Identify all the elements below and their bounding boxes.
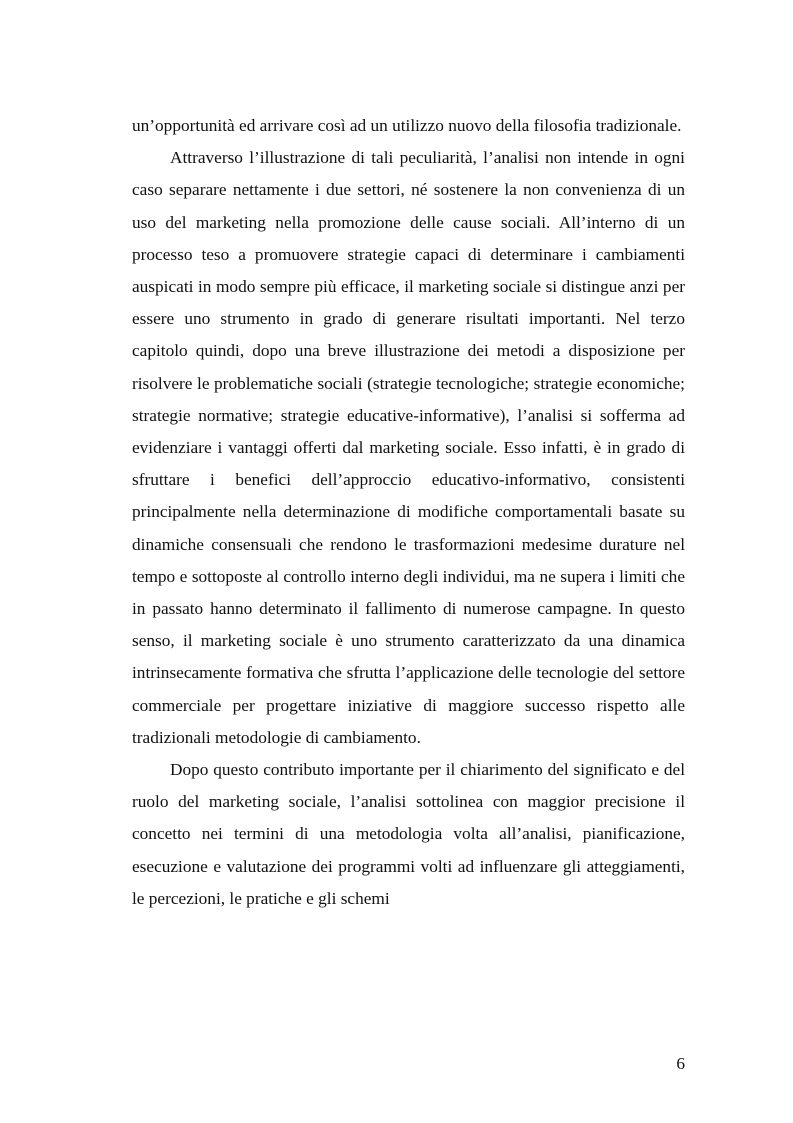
paragraph-continuation: un’opportunità ed arrivare così ad un utilizzo nuovo della filosofia tradizionale. [132, 116, 682, 135]
paragraph-analysis: Attraverso l’illustrazione di tali peculiarità, l’analisi non intende in ogni caso separare nettamente i due settori, né sostenere la non convenienza di un uso del marketing nella promozione delle cause sociali. All’interno di un processo teso a promuovere strategie capaci di determinare i cambiamenti auspicati in modo sempre più efficace, il marketing sociale si distingue anzi per essere uno strumento in grado di generare risultati importanti. Nel terzo capitolo quindi, dopo una breve illustrazione dei metodi a disposizione per risolvere le problematiche sociali (strategie tecnologiche; strategie economiche; strategie normative; strategie educative-informative), l’analisi si sofferma ad evidenziare i vantaggi offerti dal marketing sociale. Esso infatti, è in grado di sfruttare i benefici dell’approccio educativo-informativo, consistenti principalmente nella determinazione di modifiche comportamentali basate su dinamiche consensuali che rendono le trasformazioni medesime durature nel tempo e sottoposte al controllo interno degli individui, ma ne supera i limiti che in passato hanno determinato il fallimento di numerose campagne. In questo senso, il marketing sociale è uno strumento caratterizzato da una dinamica intrinsecamente formativa che sfrutta l’applicazione delle tecnologie del settore commerciale per progettare iniziative di maggiore successo rispetto alle tradizionali metodologie di cambiamento. [132, 148, 685, 747]
paragraph-methodology: Dopo questo contributo importante per il chiarimento del significato e del ruolo del marketing sociale, l’analisi sottolinea con maggior precisione il concetto nei termini di una metodologia volta all’analisi, pianificazione, esecuzione e valutazione dei programmi volti ad influenzare gli atteggiamenti, le percezioni, le pratiche e gli schemi [132, 760, 685, 908]
page-number: 6 [676, 1054, 685, 1073]
body-text [132, 110, 685, 915]
